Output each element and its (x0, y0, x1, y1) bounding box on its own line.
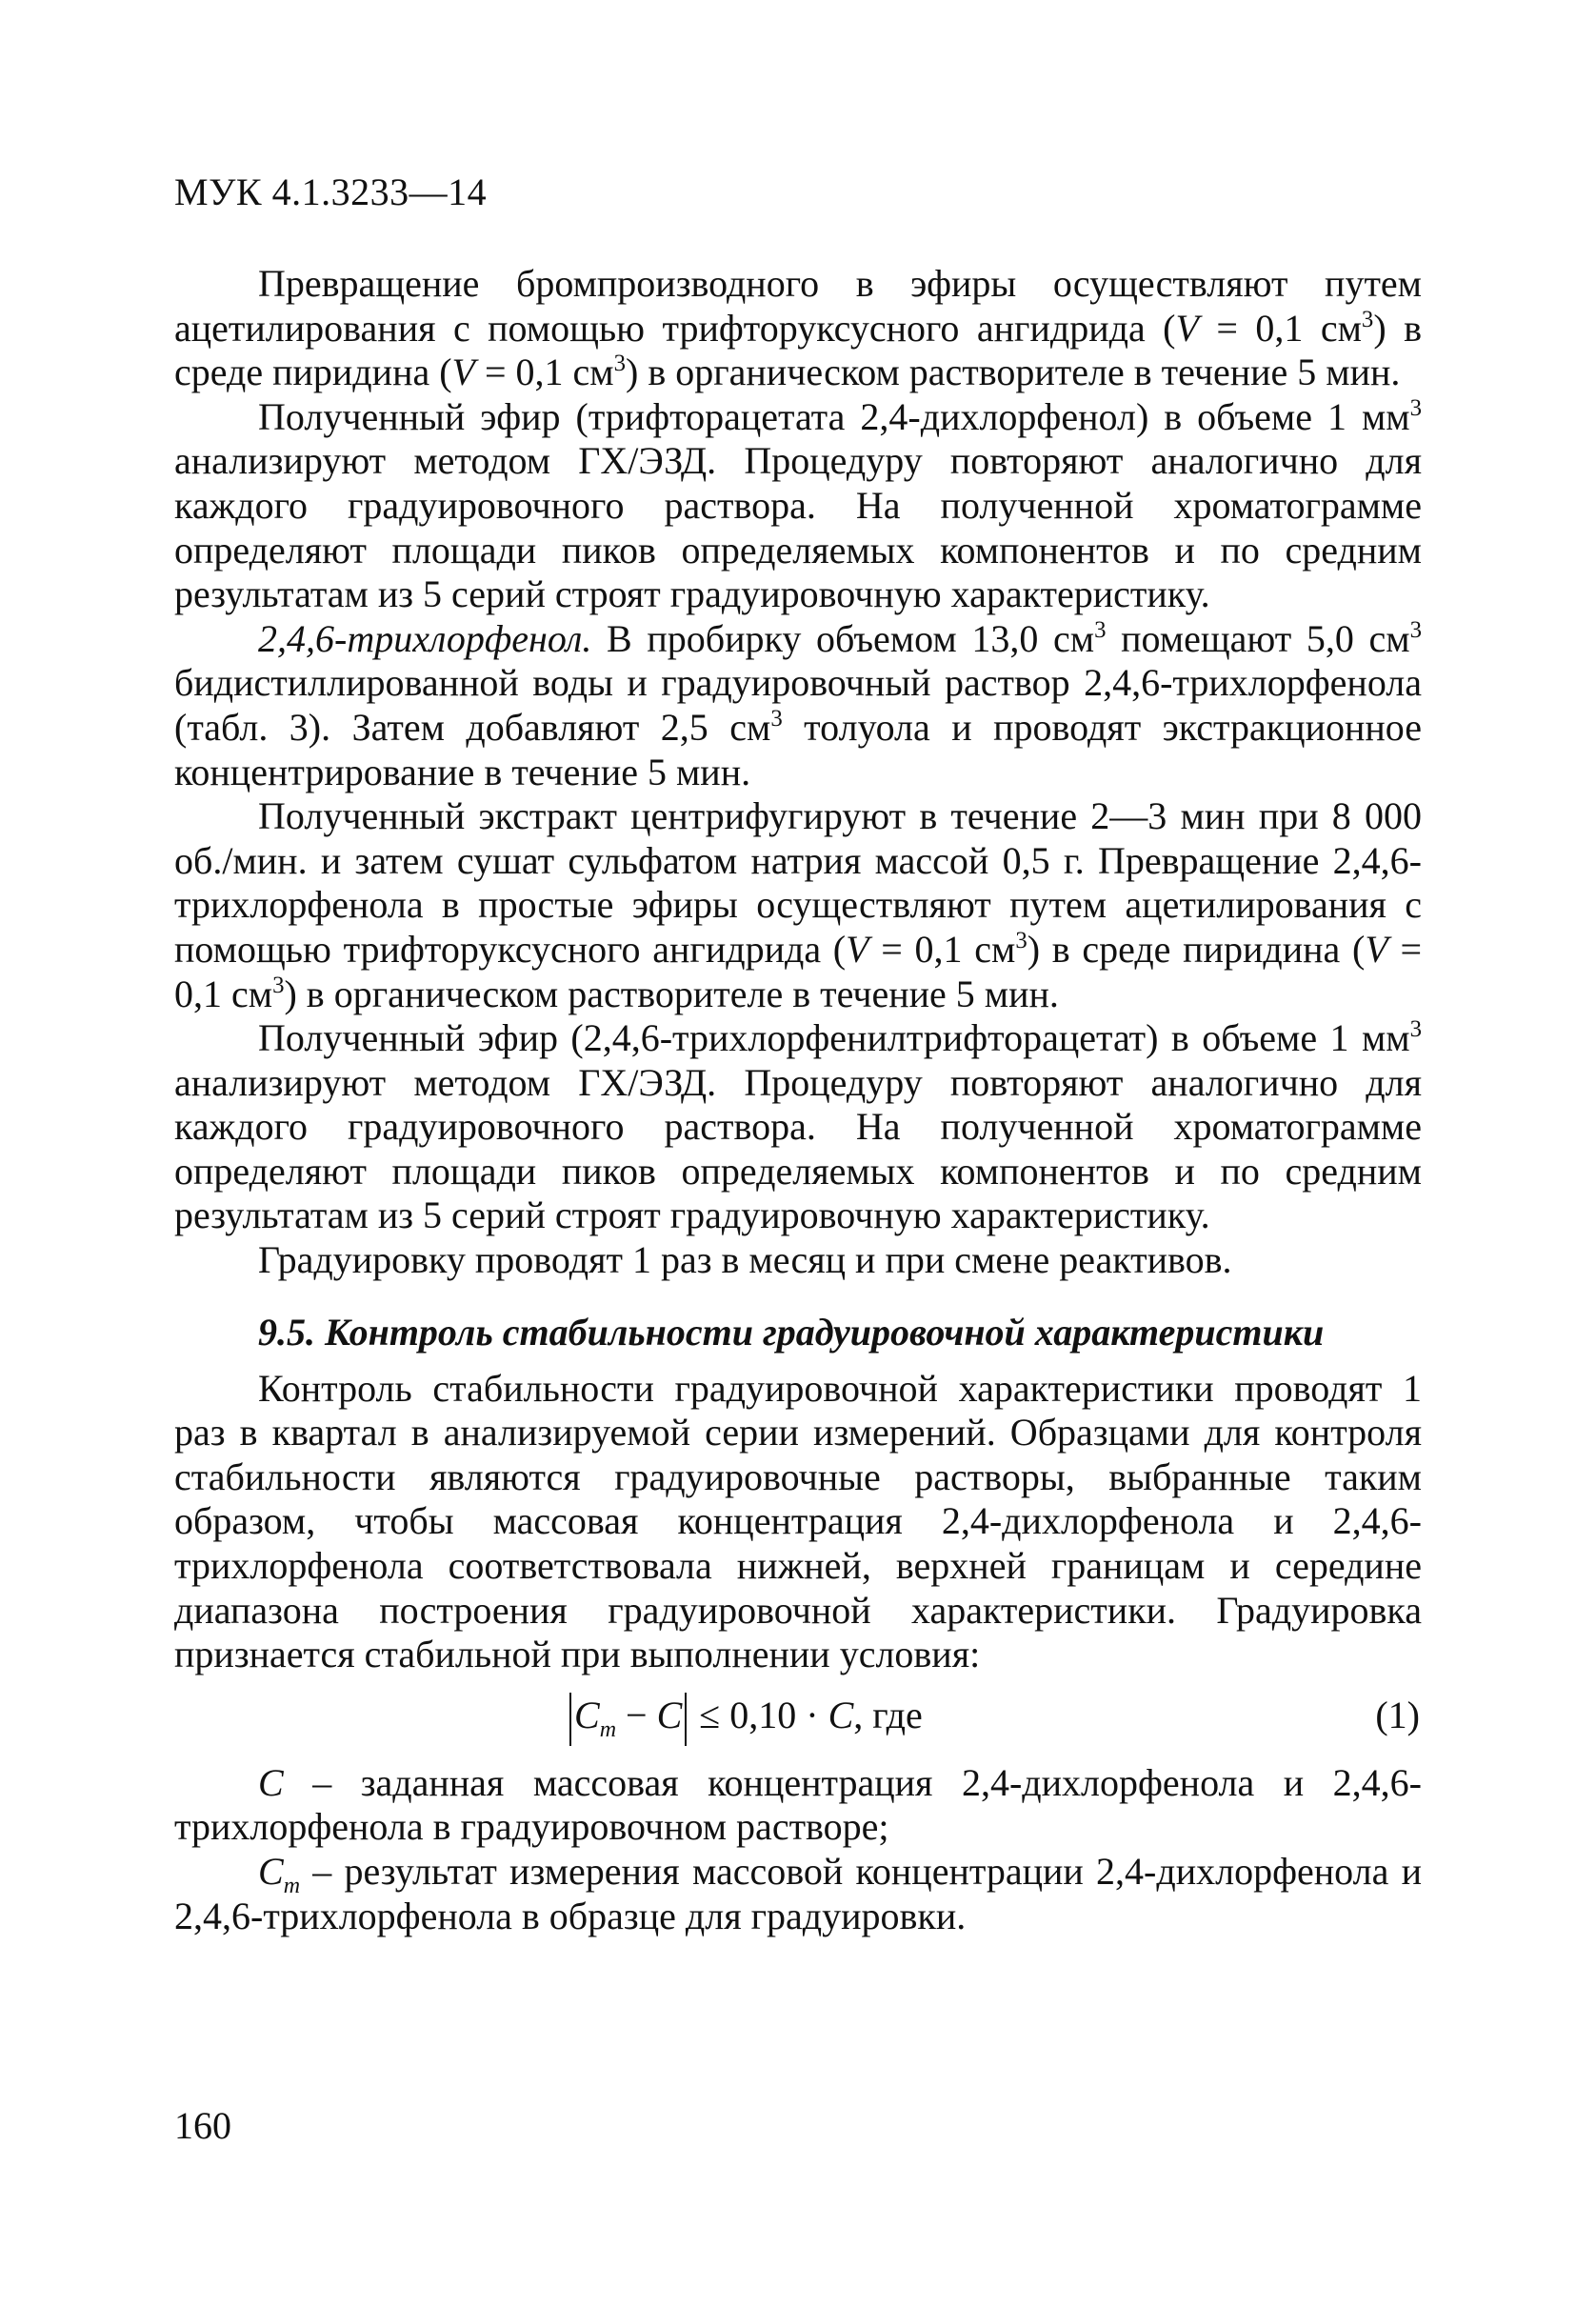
text-run: Контроль стабильности градуировочной характеристики проводят 1 раз в квартал в анализируемой серии измерений. Образцами для контроля стабильности являются градуировочные растворы, выбранные таким образом, чтобы массовая концентрация 2,4-дихлорфенола и 2,4,6-трихлорфенола соответствовала нижней, верхней границам и середине диапазона построения градуировочной характеристики. Градуировка признается стабильной при выполнении условия: (174, 1366, 1422, 1676)
definition-c (174, 1761, 1422, 1850)
text-run: анализируют методом ГХ/ЭЗД. Процедуру повторяют аналогично для каждого градуировочного раствора. На полученной хроматограмме определяют площади пиков определяемых компонентов и по средним результатам из 5 серий строят градуировочную характеристику. (174, 439, 1422, 616)
formula-number: (1) (1375, 1693, 1420, 1736)
volume-symbol: V (451, 351, 475, 394)
text-run: ) в органическом растворителе в течение 5 мин. (626, 351, 1401, 394)
text-run: толуола и проводят экстракционное концентрирование в течение 5 мин. (174, 705, 1423, 793)
text-run: ) в среде пиридина ( (174, 306, 1422, 394)
volume-symbol: V (1365, 927, 1388, 971)
definition-text: – заданная массовая концентрация 2,4-дихлорфенола и 2,4,6-трихлорфенола в градуировочном растворе; (174, 1760, 1422, 1849)
abs-bar-left (569, 1693, 571, 1746)
definition-symbol: C (258, 1760, 284, 1804)
text-run: = 0,1 см (868, 927, 1016, 971)
volume-symbol: V (1175, 306, 1199, 350)
definition-text: – результат измерения массовой концентрации 2,4-дихлорфенола и 2,4,6-трихлорфенола в образце для градуировки. (174, 1850, 1422, 1937)
text-run: = 0,1 см (174, 927, 1423, 1015)
text-run: ) в органическом растворителе в течение 5 мин. (284, 972, 1059, 1015)
text-run: Превращение бромпроизводного в эфиры осуществляют путем ацетилирования с помощью трифторуксусного ангидрида ( (174, 262, 1422, 350)
superscript: 3 (1094, 616, 1107, 643)
body-text (174, 262, 1422, 1938)
formula-symbol: C (656, 1693, 683, 1736)
paragraph-trichlorophenol-preparation (174, 617, 1422, 794)
formula-symbol: C (574, 1693, 600, 1736)
superscript: 3 (272, 972, 285, 998)
superscript: 3 (1361, 306, 1374, 332)
superscript: 3 (1409, 616, 1423, 643)
formula-expression (567, 1691, 923, 1746)
paragraph-analysis-trichlorophenol (174, 1016, 1422, 1238)
text-run: Полученный эфир (2,4,6-трихлорфенилтрифторацетат) в объеме 1 мм (258, 1016, 1410, 1060)
compound-name-italic: 2,4,6-трихлорфенол. (258, 616, 592, 660)
text-run: анализируют методом ГХ/ЭЗД. Процедуру повторяют аналогично для каждого градуировочного раствора. На полученной хроматограмме определяют площади пиков определяемых компонентов и по средним результатам из 5 серий строят градуировочную характеристику. (174, 1060, 1422, 1237)
paragraph-analysis-dichlorophenol (174, 395, 1422, 617)
text-run: Градуировку проводят 1 раз в месяц и при смене реактивов. (258, 1238, 1232, 1282)
paragraph-acetylation-dichlorophenol (174, 262, 1422, 395)
superscript: 3 (1015, 928, 1027, 954)
text-run: помещают 5,0 см (1106, 616, 1410, 660)
superscript: 3 (1409, 1016, 1422, 1043)
page-number: 160 (174, 2104, 231, 2147)
text-run: = 0,1 см (1198, 306, 1362, 350)
paragraph-calibration-frequency (174, 1238, 1422, 1283)
superscript: 3 (1409, 394, 1422, 421)
abs-bar-right (685, 1693, 687, 1746)
formula-operator: − (616, 1693, 657, 1736)
superscript: 3 (770, 706, 783, 732)
formula-subscript: m (599, 1716, 617, 1742)
paragraph-extract-centrifugation (174, 794, 1422, 1016)
text-run: В пробирку объемом 13,0 см (591, 616, 1095, 660)
section-heading-9-5: 9.5. Контроль стабильности градуировочной характеристики (258, 1310, 1325, 1354)
text-run: ) в среде пиридина ( (1027, 927, 1366, 971)
formula-operator: ≤ 0,10 · (689, 1693, 828, 1736)
definition-subscript: m (283, 1874, 301, 1898)
formula-symbol: C (828, 1693, 854, 1736)
text-run: Полученный экстракт центрифугируют в течение 2—3 мин при 8 000 об./мин. и затем сушат сульфатом натрия массой 0,5 г. Превращение 2,4,6-трихлорфенола в простые эфиры осуществляют путем ацетилирования с помощью трифторуксусного ангидрида ( (174, 794, 1422, 971)
formula-tail: , где (853, 1693, 923, 1736)
formula-1 (174, 1687, 1422, 1750)
text-run: Полученный эфир (трифторацетата 2,4-дихлорфенол) в объеме 1 мм (258, 394, 1410, 438)
text-run: бидистиллированной воды и градуировочный раствор 2,4,6-трихлорфенола (табл. 3). Затем добавляют 2,5 см (174, 661, 1422, 749)
superscript: 3 (613, 351, 627, 377)
document-code-header: МУК 4.1.3233—14 (174, 171, 488, 213)
paragraph-stability-control (174, 1367, 1422, 1677)
definition-symbol: C (258, 1850, 284, 1893)
definition-cm (174, 1850, 1422, 1938)
volume-symbol: V (846, 927, 869, 971)
text-run: = 0,1 см (474, 351, 614, 394)
